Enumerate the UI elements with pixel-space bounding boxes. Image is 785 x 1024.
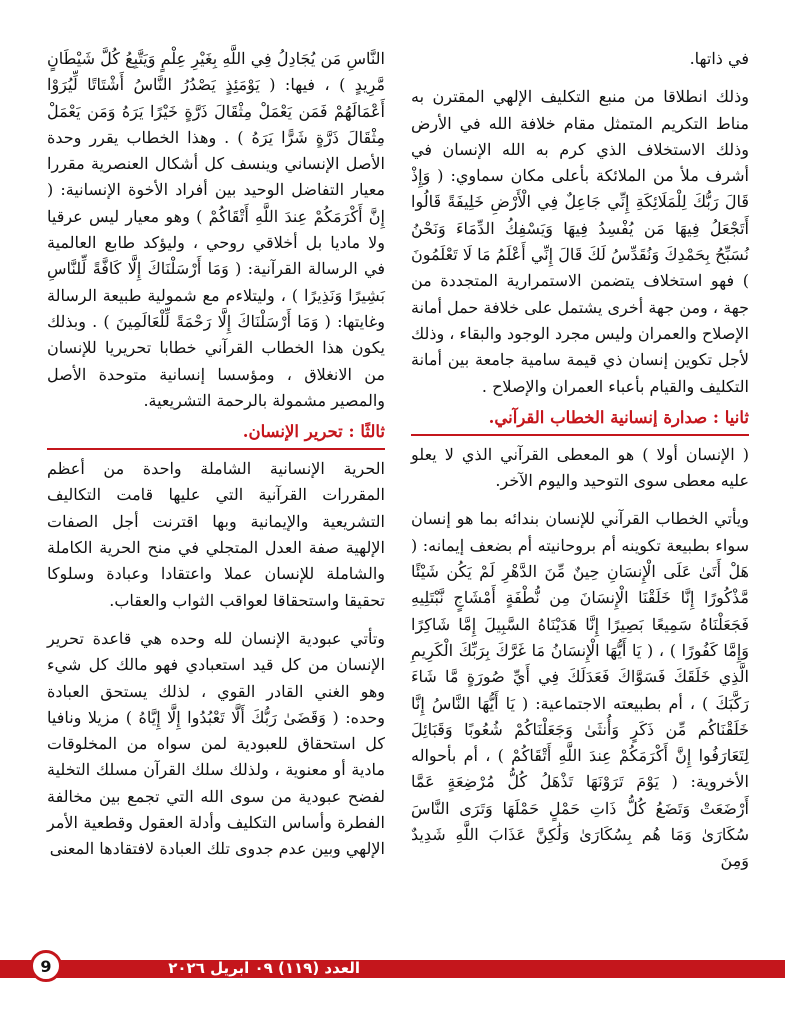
paragraph: النَّاسِ مَن يُجَادِلُ فِي اللَّهِ بِغَيْرِ عِلْمٍ وَيَتَّبِعُ كُلَّ شَيْطَانٍ مَّرِيدٍ ) ، فيها: ( يَوْمَئِذٍ يَصْدُرُ النَّاسُ أَشْتَاتًا لِّيُرَوْا أَعْمَالَهُمْ فَمَن يَعْمَلْ مِثْقَالَ ذَرَّةٍ خَيْرًا يَرَهُ وَمَن يَعْمَلْ مِثْقَالَ ذَرَّةٍ شَرًّا يَرَهُ ) . وهذا الخطاب يقرر وحدة الأصل الإنساني وينسف كل أشكال العنصرية مقررا معيار التفاضل الوحيد بين أفراد الأخوة الإنسانية: ( إِنَّ أَكْرَمَكُمْ عِندَ اللَّهِ أَتْقَاكُمْ ) وهو معيار ليس عرقيا ولا ماديا بل أخلاقي روحي ، وليؤكد طابع العالمية في الرسالة القرآنية: ( وَمَا أَرْسَلْنَاكَ إِلَّا كَافَّةً لِّلنَّاسِ بَشِيرًا وَنَذِيرًا ) ، وليتلاءم مع شمولية طبيعة الرسالة وغايتها: ( وَمَا أَرْسَلْنَاكَ إِلَّا رَحْمَةً لِّلْعَالَمِينَ ) . وبذلك يكون هذا الخطاب القرآني خطابا تحريريا للإنسان من الانغلاق ، ومؤسسا إنسانية متوحدة الأصل والمصير مشمولة بالرحمة التشريعية. bbox=[47, 49, 385, 410]
paragraph: وذلك انطلاقا من منبع التكليف الإلهي المقترن به مناط التكريم المتمثل مقام خلافة الله في الأرض وذلك الاستخلاف الذي كرم به الله الإنسان في أشرف ملأ من الملائكة بأعلى مكان سماوي: ( وَإِذْ قَالَ رَبُّكَ لِلْمَلَائِكَةِ إِنِّي جَاعِلٌ فِي الْأَرْضِ خَلِيفَةً قَالُوا أَتَجْعَلُ فِيهَا مَن يُفْسِدُ فِيهَا وَيَسْفِكُ الدِّمَاءَ وَنَحْنُ نُسَبِّحُ بِحَمْدِكَ وَنُقَدِّسُ لَكَ قَالَ إِنِّي أَعْلَمُ مَا لَا تَعْلَمُونَ ) فهو استخلاف يتضمن الاستمرارية المتجددة من جهة ، ومن جهة أخرى يشتمل على خلافة حمل أمانة الإصلاح والعمران وليس مجرد الوجود والبقاء ، وذلك لأجل تكوين إنسان ذي قيمة سامية جامعة بين أمانة التكليف والقيام بأعباء العمران والإصلاح . bbox=[411, 87, 749, 396]
page-number-badge bbox=[30, 950, 62, 982]
paragraph: في ذاتها. bbox=[689, 49, 749, 68]
paragraph: وتأتي عبودية الإنسان لله وحده هي قاعدة تحرير الإنسان من كل قيد استعبادي فهو مالك كل شيء وهو الغني القادر القوي ، لذلك يستحق العبادة وحده: ( وَقَضَىٰ رَبُّكَ أَلَّا تَعْبُدُوا إِلَّا إِيَّاهُ ) مزيلا ونافيا كل استحقاق للعبودية لمن سواه من المخلوقات مادية أو معنوية ، ولذلك سلك القرآن مسلك التخلية لفضح عبودية من سوى الله التي تجمع بين مخالفة الفطرة وأساس التكليف وأدلة العقول وقطعية الأمر الإلهي وبين عدم جدوى تلك العبادة لافتقادها المعنى bbox=[47, 628, 385, 859]
left-column bbox=[47, 46, 385, 863]
issue-info: العدد (١١٩) ٠٩ ابريل ٢٠٢٦ bbox=[168, 959, 360, 977]
paragraph: الحرية الإنسانية الشاملة واحدة من أعظم المقررات القرآنية التي عليها قامت التكاليف التشريعية والإيمانية وبها اقترنت أجل الصفات الإلهية صفة العدل المتجلي في منح الحرية الكاملة والشاملة للإنسان عملا واعتقادا وعبادة وسلوكا تحقيقا واستحقاقا لعواقب الثواب والعقاب. bbox=[47, 459, 385, 610]
paragraph: ( الإنسان أولا ) هو المعطى القرآني الذي لا يعلو عليه معطى سوى التوحيد واليوم الآخر. bbox=[411, 444, 749, 491]
right-column bbox=[411, 46, 749, 875]
paragraph: ويأتي الخطاب القرآني للإنسان بندائه بما هو إنسان سواء بطبيعة تكوينه أم بروحانيته أم بضعف إيمانه: ( هَلْ أَتَىٰ عَلَى الْإِنسَانِ حِينٌ مِّنَ الدَّهْرِ لَمْ يَكُن شَيْئًا مَّذْكُورًا إِنَّا خَلَقْنَا الْإِنسَانَ مِن نُّطْفَةٍ أَمْشَاجٍ نَّبْتَلِيهِ فَجَعَلْنَاهُ سَمِيعًا بَصِيرًا إِنَّا هَدَيْنَاهُ السَّبِيلَ إِمَّا شَاكِرًا وَإِمَّا كَفُورًا ) ، ( يَا أَيُّهَا الْإِنسَانُ مَا غَرَّكَ بِرَبِّكَ الْكَرِيمِ الَّذِي خَلَقَكَ فَسَوَّاكَ فَعَدَلَكَ فِي أَيِّ صُورَةٍ مَّا شَاءَ رَكَّبَكَ ) ، أم بطبيعته الاجتماعية: ( يَا أَيُّهَا النَّاسُ إِنَّا خَلَقْنَاكُم مِّن ذَكَرٍ وَأُنثَىٰ وَجَعَلْنَاكُمْ شُعُوبًا وَقَبَائِلَ لِتَعَارَفُوا إِنَّ أَكْرَمَكُمْ عِندَ اللَّهِ أَتْقَاكُمْ ) ، أم بأحواله الأخروية: ( يَوْمَ تَرَوْنَهَا تَذْهَلُ كُلُّ مُرْضِعَةٍ عَمَّا أَرْضَعَتْ وَتَضَعُ كُلُّ ذَاتِ حَمْلٍ حَمْلَهَا وَتَرَى النَّاسَ سُكَارَىٰ وَمَا هُم بِسُكَارَىٰ وَلَٰكِنَّ عَذَابَ اللَّهِ شَدِيدٌ وَمِنَ bbox=[411, 509, 749, 871]
section-heading-2: ثانيا : صدارة إنسانية الخطاب القرآني. bbox=[411, 404, 749, 436]
section-heading-3: ثالثًا : تحرير الإنسان. bbox=[47, 418, 385, 450]
page-number: 9 bbox=[40, 956, 52, 976]
footer-bar bbox=[0, 956, 785, 978]
